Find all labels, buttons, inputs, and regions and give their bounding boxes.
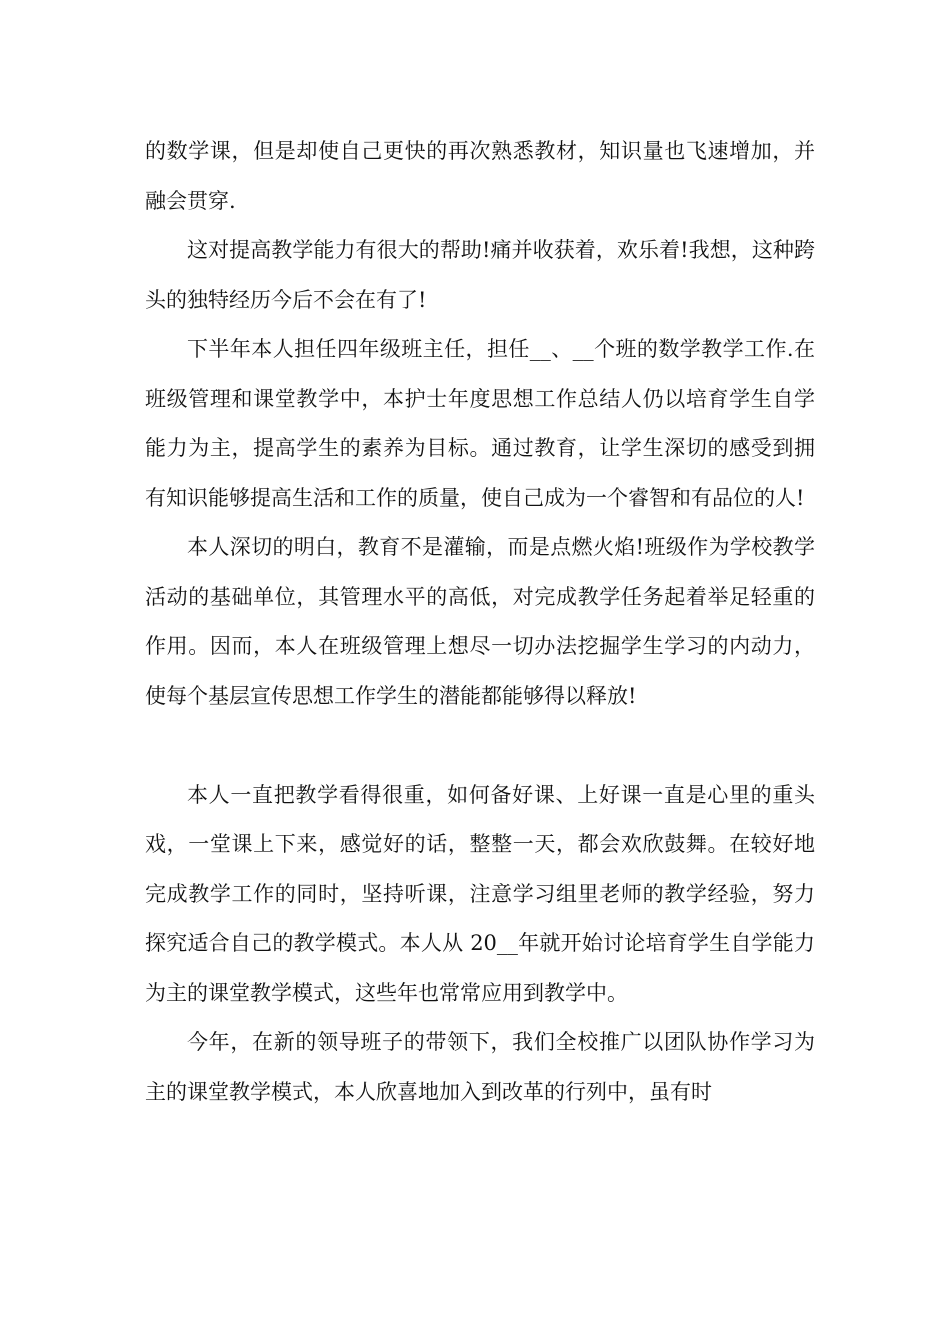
paragraph-2: 这对提高教学能力有很大的帮助!痛并收获着，欢乐着!我想，这种跨头的独特经历今后不会在有了! [145,238,815,312]
paragraph-6: 今年，在新的领导班子的带领下，我们全校推广以团队协作学习为主的课堂教学模式，本人欣喜地加入到改革的行列中，虽有时 [145,1030,815,1104]
paragraph-4: 本人深切的明白，教育不是灌输，而是点燃火焰!班级作为学校教学活动的基础单位，其管理水平的高低，对完成教学任务起着举足轻重的作用。因而，本人在班级管理上想尽一切办法挖掘学生学习的内动力，使每个基层宣传思想工作学生的潜能都能够得以释放! [145,535,815,708]
paragraph-5: 本人一直把教学看得很重，如何备好课、上好课一直是心里的重头戏，一堂课上下来，感觉好的话，整整一天，都会欢欣鼓舞。在较好地完成教学工作的同时，坚持听课，注意学习组里老师的教学经验，努力探究适合自己的教学模式。本人从 20__年就开始讨论培育学生自学能力为主的课堂教学模式，这些年也常常应用到教学中。 [145,782,815,1005]
paragraph-3: 下半年本人担任四年级班主任，担任__、__个班的数学教学工作.在班级管理和课堂教学中，本护士年度思想工作总结人仍以培育学生自学能力为主，提高学生的素养为目标。通过教育，让学生深切的感受到拥有知识能够提高生活和工作的质量，使自己成为一个睿智和有品位的人! [145,337,815,510]
paragraph-gap [145,721,815,771]
document-page [145,127,815,1117]
paragraph-1: 的数学课，但是却使自己更快的再次熟悉教材，知识量也飞速增加，并融会贯穿. [145,139,815,213]
